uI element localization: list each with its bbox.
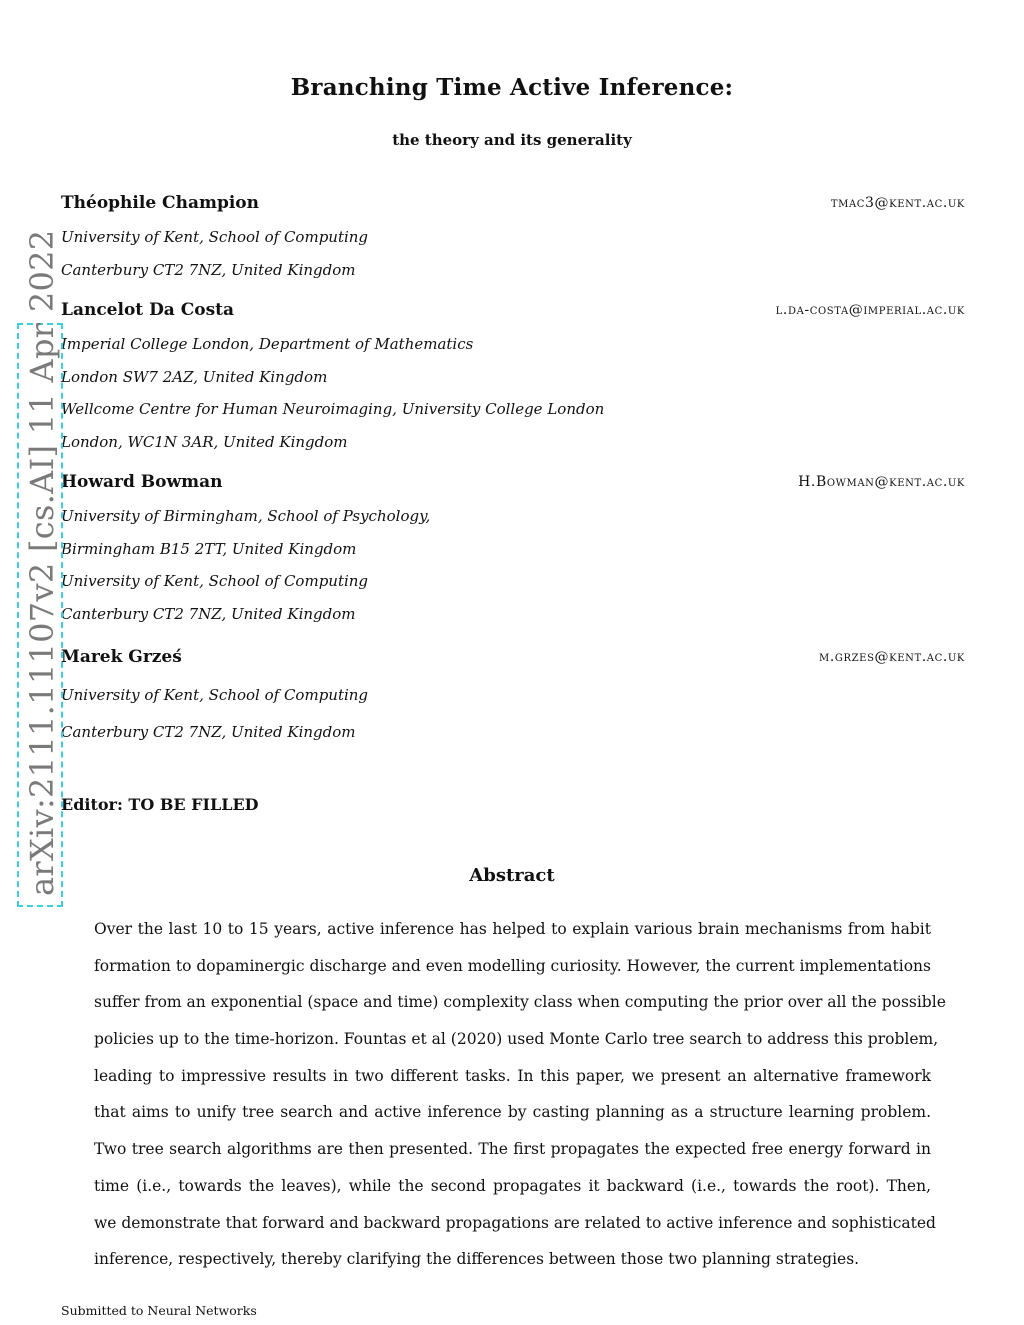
author-email: l.da-costa@imperial.ac.uk (775, 302, 965, 318)
editor-line: Editor: TO BE FILLED (61, 795, 259, 814)
author-email: tmac3@kent.ac.uk (830, 195, 965, 211)
abstract-heading: Abstract (469, 865, 555, 886)
author-email: m.grzes@kent.ac.uk (819, 649, 965, 665)
abstract-line: leading to impressive results in two different tasks. In this paper, we present an alternative framework (94, 1066, 931, 1085)
author-affiliation: London SW7 2AZ, United Kingdom (61, 367, 328, 386)
author-affiliation: Wellcome Centre for Human Neuroimaging, University College London (61, 400, 605, 418)
abstract-line: policies up to the time-horizon. Fountas et al (2020) used Monte Carlo tree search to address this problem, (94, 1030, 939, 1049)
author-affiliation: University of Kent, School of Computing (61, 572, 369, 590)
abstract-line: we demonstrate that forward and backward propagations are related to active inference and sophisticated (94, 1213, 936, 1232)
author-affiliation: University of Birmingham, School of Psychology, (61, 507, 431, 525)
author-email: H.Bowman@kent.ac.uk (798, 474, 965, 490)
author-block (61, 300, 965, 464)
author-affiliation: University of Kent, School of Computing (61, 228, 369, 246)
arxiv-identifier[interactable]: arXiv:2111.11107v2 [cs.AI] 11 Apr 2022 (23, 229, 61, 896)
author-name: Lancelot Da Costa (61, 300, 235, 320)
author-block (61, 472, 965, 636)
abstract-line: that aims to unify tree search and active inference by casting planning as a structure learning problem. (94, 1103, 931, 1122)
abstract-line: Over the last 10 to 15 years, active inference has helped to explain various brain mechanisms from habit (94, 920, 931, 938)
abstract-line: suffer from an exponential (space and time) complexity class when computing the prior over all the possible (94, 993, 946, 1012)
author-affiliation: University of Kent, School of Computing (61, 686, 369, 704)
author-affiliation: Canterbury CT2 7NZ, United Kingdom (61, 723, 356, 741)
author-block (61, 193, 965, 292)
author-affiliation: Canterbury CT2 7NZ, United Kingdom (61, 260, 356, 279)
abstract-body (94, 918, 946, 1285)
abstract-line: inference, respectively, thereby clarifying the differences between those two planning strategies. (94, 1250, 860, 1269)
paper-subtitle: the theory and its generality (392, 131, 632, 149)
author-affiliation: Birmingham B15 2TT, United Kingdom (61, 539, 357, 558)
paper-title: Branching Time Active Inference: (290, 74, 734, 101)
submission-note: Submitted to Neural Networks (61, 1303, 257, 1318)
author-name: Howard Bowman (61, 472, 223, 492)
author-affiliation: Canterbury CT2 7NZ, United Kingdom (61, 604, 356, 623)
abstract-line: time (i.e., towards the leaves), while the second propagates it backward (i.e., towards the root). Then, (94, 1176, 931, 1195)
author-affiliation: Imperial College London, Department of Mathematics (61, 335, 474, 353)
author-name: Marek Grześ (61, 647, 182, 667)
author-name: Théophile Champion (61, 193, 259, 213)
author-affiliation: London, WC1N 3AR, United Kingdom (61, 432, 348, 451)
author-block (61, 647, 965, 755)
abstract-line: Two tree search algorithms are then presented. The first propagates the expected free energy forward in (94, 1140, 931, 1159)
abstract-line: formation to dopaminergic discharge and even modelling curiosity. However, the current implementations (94, 956, 931, 975)
